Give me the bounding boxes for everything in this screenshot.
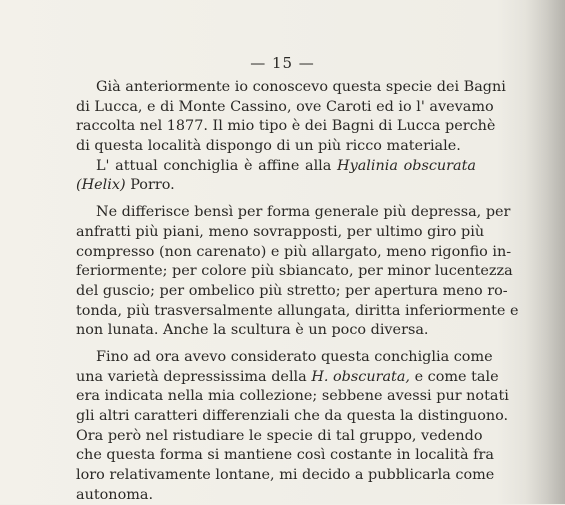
- text-line: non lunata. Anche la scultura è un poco diversa.: [76, 322, 429, 339]
- text-line: che questa forma si mantiene così costante in località fra: [76, 447, 494, 464]
- text-run: Porro.: [125, 177, 175, 194]
- text-line: Ora però nel ristudiare le specie di tal gruppo, vedendo: [76, 427, 483, 444]
- text-line: era indicata nella mia collezione; sebbene avessi pur notati: [76, 388, 509, 405]
- paragraph-4: [76, 348, 509, 505]
- text-line: [76, 157, 476, 177]
- text-line: anfratti più piani, meno sovrapposti, per ultimo giro più: [76, 223, 485, 240]
- page-number: — 15 —: [250, 54, 315, 72]
- text-line: tonda, più trasversalmente allungata, diritta inferiormente e: [76, 302, 519, 319]
- genus-name: (Helix): [76, 177, 126, 194]
- text-line: Ne differisce bensì per forma generale più depressa, per: [96, 204, 511, 221]
- text-line: Già anteriormente io conoscevo questa specie dei Bagni: [96, 79, 506, 95]
- text-line: raccolta nel 1877. Il mio tipo è dei Bagni di Lucca perchè: [76, 118, 496, 135]
- text-run: una varietà depressissima della: [76, 368, 312, 385]
- paragraph-1: [76, 78, 506, 157]
- text-line: loro relativamente lontane, mi decido a pubblicarla come: [76, 467, 495, 484]
- text-run: L' attual conchiglia è affine alla: [96, 157, 338, 174]
- page-edge-shadow: [525, 0, 565, 504]
- text-line: del guscio; per ombelico più stretto; per apertura meno ro-: [76, 282, 508, 299]
- text-line: gli altri caratteri differenziali che da questa la distinguono.: [76, 408, 509, 424]
- text-line: [76, 368, 499, 388]
- species-name: H. obscurata,: [311, 368, 410, 385]
- species-name: Hyalinia obscurata: [337, 157, 476, 174]
- paragraph-2: [76, 157, 476, 196]
- text-run: e come tale: [410, 368, 499, 385]
- text-line: [76, 176, 476, 196]
- paragraph-3: [76, 203, 519, 341]
- text-line: di Lucca, e di Monte Cassino, ove Caroti ed io l' avevamo: [76, 98, 494, 115]
- text-line: Fino ad ora avevo considerato questa conchiglia come: [96, 348, 493, 365]
- text-line: feriormente; per colore più sbiancato, per minor lucentezza: [76, 263, 513, 280]
- text-line: di questa località dispongo di un più ricco materiale.: [76, 138, 461, 155]
- body-text: [76, 78, 519, 505]
- text-line: autonoma.: [76, 486, 154, 503]
- text-line: compresso (non carenato) e più allargato, meno rigonfio in-: [76, 243, 512, 260]
